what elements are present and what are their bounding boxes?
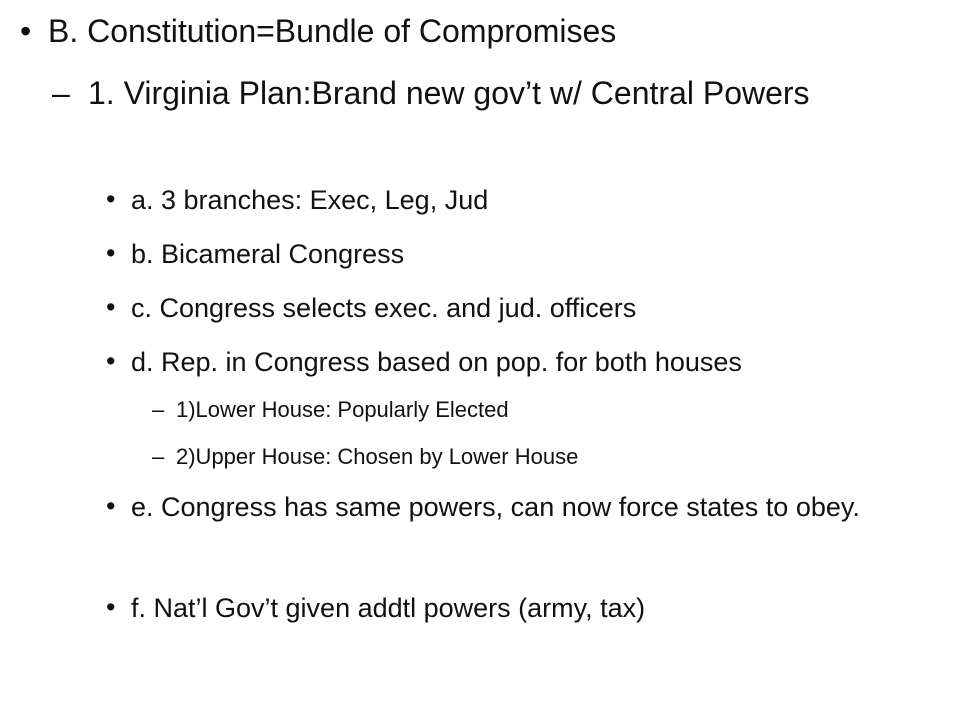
bullet-item-d xyxy=(106,346,951,379)
bullet-item-constitution xyxy=(20,12,938,51)
dash-icon: – xyxy=(152,397,165,422)
bullet-icon: • xyxy=(106,346,116,376)
sub-item-text: 2)Upper House: Chosen by Lower House xyxy=(176,444,579,469)
bullet-icon: • xyxy=(106,491,116,521)
bullet-text: b. Bicameral Congress xyxy=(131,239,405,269)
bullet-icon: • xyxy=(106,292,116,322)
bullet-item-c xyxy=(106,292,951,325)
bullet-icon: • xyxy=(106,592,116,622)
bullet-item-virginia-plan xyxy=(52,74,928,113)
bullet-item-f xyxy=(106,592,951,625)
bullet-text: 1. Virginia Plan:Brand new gov’t w/ Central Powers xyxy=(88,75,810,111)
bullet-text: f. Nat’l Gov’t given addtl powers (army, tax) xyxy=(131,593,646,623)
dash-icon: – xyxy=(52,75,70,111)
sub-item-upper-house xyxy=(152,444,936,471)
sub-item-text: 1)Lower House: Popularly Elected xyxy=(176,397,509,422)
dash-icon: – xyxy=(152,444,165,469)
bullet-item-a xyxy=(106,184,951,217)
bullet-icon: • xyxy=(106,238,116,268)
bullet-icon: • xyxy=(20,13,32,49)
bullet-item-b xyxy=(106,238,951,271)
bullet-text: d. Rep. in Congress based on pop. for both houses xyxy=(131,347,742,377)
bullet-text: e. Congress has same powers, can now force states to obey. xyxy=(131,492,860,522)
bullet-text: B. Constitution=Bundle of Compromises xyxy=(48,13,617,49)
sub-item-lower-house xyxy=(152,397,936,424)
bullet-text: a. 3 branches: Exec, Leg, Jud xyxy=(131,185,489,215)
bullet-text: c. Congress selects exec. and jud. officers xyxy=(131,293,637,323)
bullet-icon: • xyxy=(106,184,116,214)
bullet-item-e xyxy=(106,491,951,524)
